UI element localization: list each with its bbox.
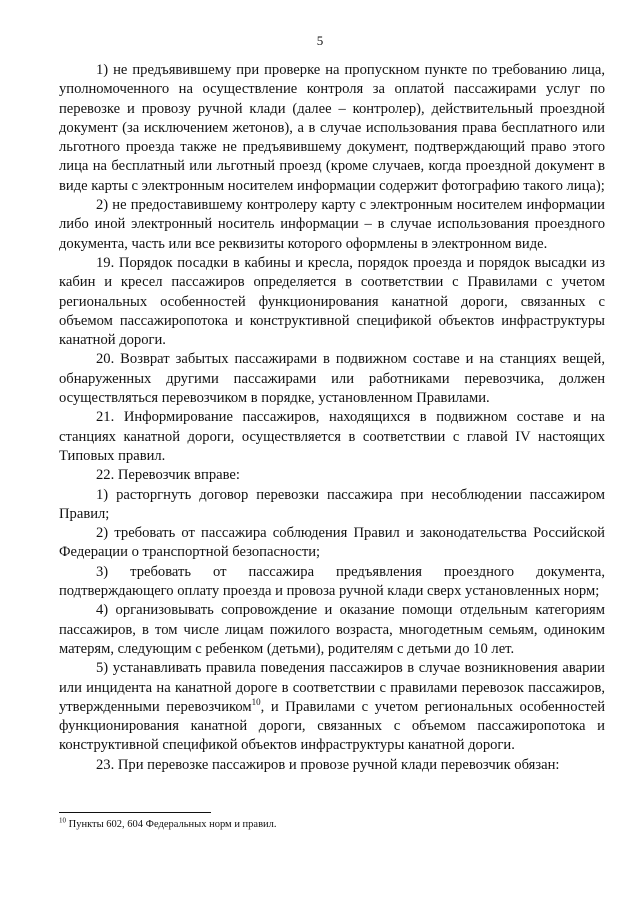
- footnote-text: Пункты 602, 604 Федеральных норм и правил.: [66, 819, 277, 830]
- paragraph-21: 21. Информирование пассажиров, находящихся в подвижном составе и на станциях канатной дороги, осуществляется в соответствии с главой IV настоящих Типовых правил.: [59, 409, 605, 464]
- paragraph-22-1: 1) расторгнуть договор перевозки пассажира при несоблюдении пассажиром Правил;: [59, 486, 605, 522]
- body-text: [59, 61, 605, 775]
- page-number: 5: [316, 33, 324, 48]
- footnote-reference[interactable]: 10: [251, 696, 261, 707]
- footnote-separator: [59, 812, 211, 813]
- paragraph-no-ticket: 1) не предъявившему при проверке на пропускном пункте по требованию лица, уполномоченного на осуществление контроля за оплатой пассажирами услуг по перевозке и провозу ручной клади (далее – контролер), действительный проездной документ (за исключением жетонов), а в случае использования права бесплатного или льготного проезда также не предъявившему документ, подтверждающий право этого лица на бесплатный или льготный проезд (кроме случаев, когда проездной документ в виде карты с электронным носителем информации содержит фотографию такого лица);: [59, 62, 605, 194]
- paragraph-22-5-after: , и Правилами с учетом региональных особенностей функционирования канатной дороги, связанных с объемом пассажиропотока и конструктивной спецификой объектов инфраструктуры канатной дороги.: [59, 698, 606, 754]
- paragraph-22-4: 4) организовывать сопровождение и оказание помощи отдельным категориям пассажиров, в том числе лицам пожилого возраста, многодетным семьям, одиноким матерям, следующим с ребенком (детьми), родителям с детьми до 10 лет.: [59, 602, 605, 657]
- paragraph-22: 22. Перевозчик вправе:: [96, 467, 240, 484]
- paragraph-23: 23. При перевозке пассажиров и провозе ручной клади перевозчик обязан:: [96, 756, 560, 773]
- paragraph-20: 20. Возврат забытых пассажирами в подвижном составе и на станциях вещей, обнаруженных другими пассажирами или работниками перевозчика, должен осуществляться перевозчиком в порядке, установленном Правилами.: [59, 351, 605, 407]
- paragraph-19: 19. Порядок посадки в кабины и кресла, порядок проезда и порядок высадки из кабин и кресел пассажиров определяется в соответствии с Правилами с учетом региональных особенностей функционирования канатной дороги, связанных с объемом пассажиропотока и конструктивной спецификой объектов инфраструктуры канатной дороги.: [59, 254, 605, 349]
- footnote-mark: 10: [59, 816, 66, 825]
- paragraph-22-5: [59, 659, 605, 755]
- footnote: [59, 818, 605, 831]
- paragraph-no-card: 2) не предоставившему контролеру карту с электронным носителем информации либо иной электронный носитель информации – в случае использования проездного документа, часть или все реквизиты которого оформлены в электронном виде.: [59, 197, 605, 252]
- paragraph-22-5-before: 5) устанавливать правила поведения пассажиров в случае возникновения аварии или инцидента на канатной дороге в соответствии с правилами перевозок пассажиров, утвержденными перевозчиком: [59, 660, 605, 715]
- paragraph-22-2: 2) требовать от пассажира соблюдения Правил и законодательства Российской Федерации о транспортной безопасности;: [59, 525, 605, 561]
- paragraph-22-3: 3) требовать от пассажира предъявления проездного документа, подтверждающего оплату проезда и провоза ручной клади сверх установленных норм;: [59, 563, 605, 600]
